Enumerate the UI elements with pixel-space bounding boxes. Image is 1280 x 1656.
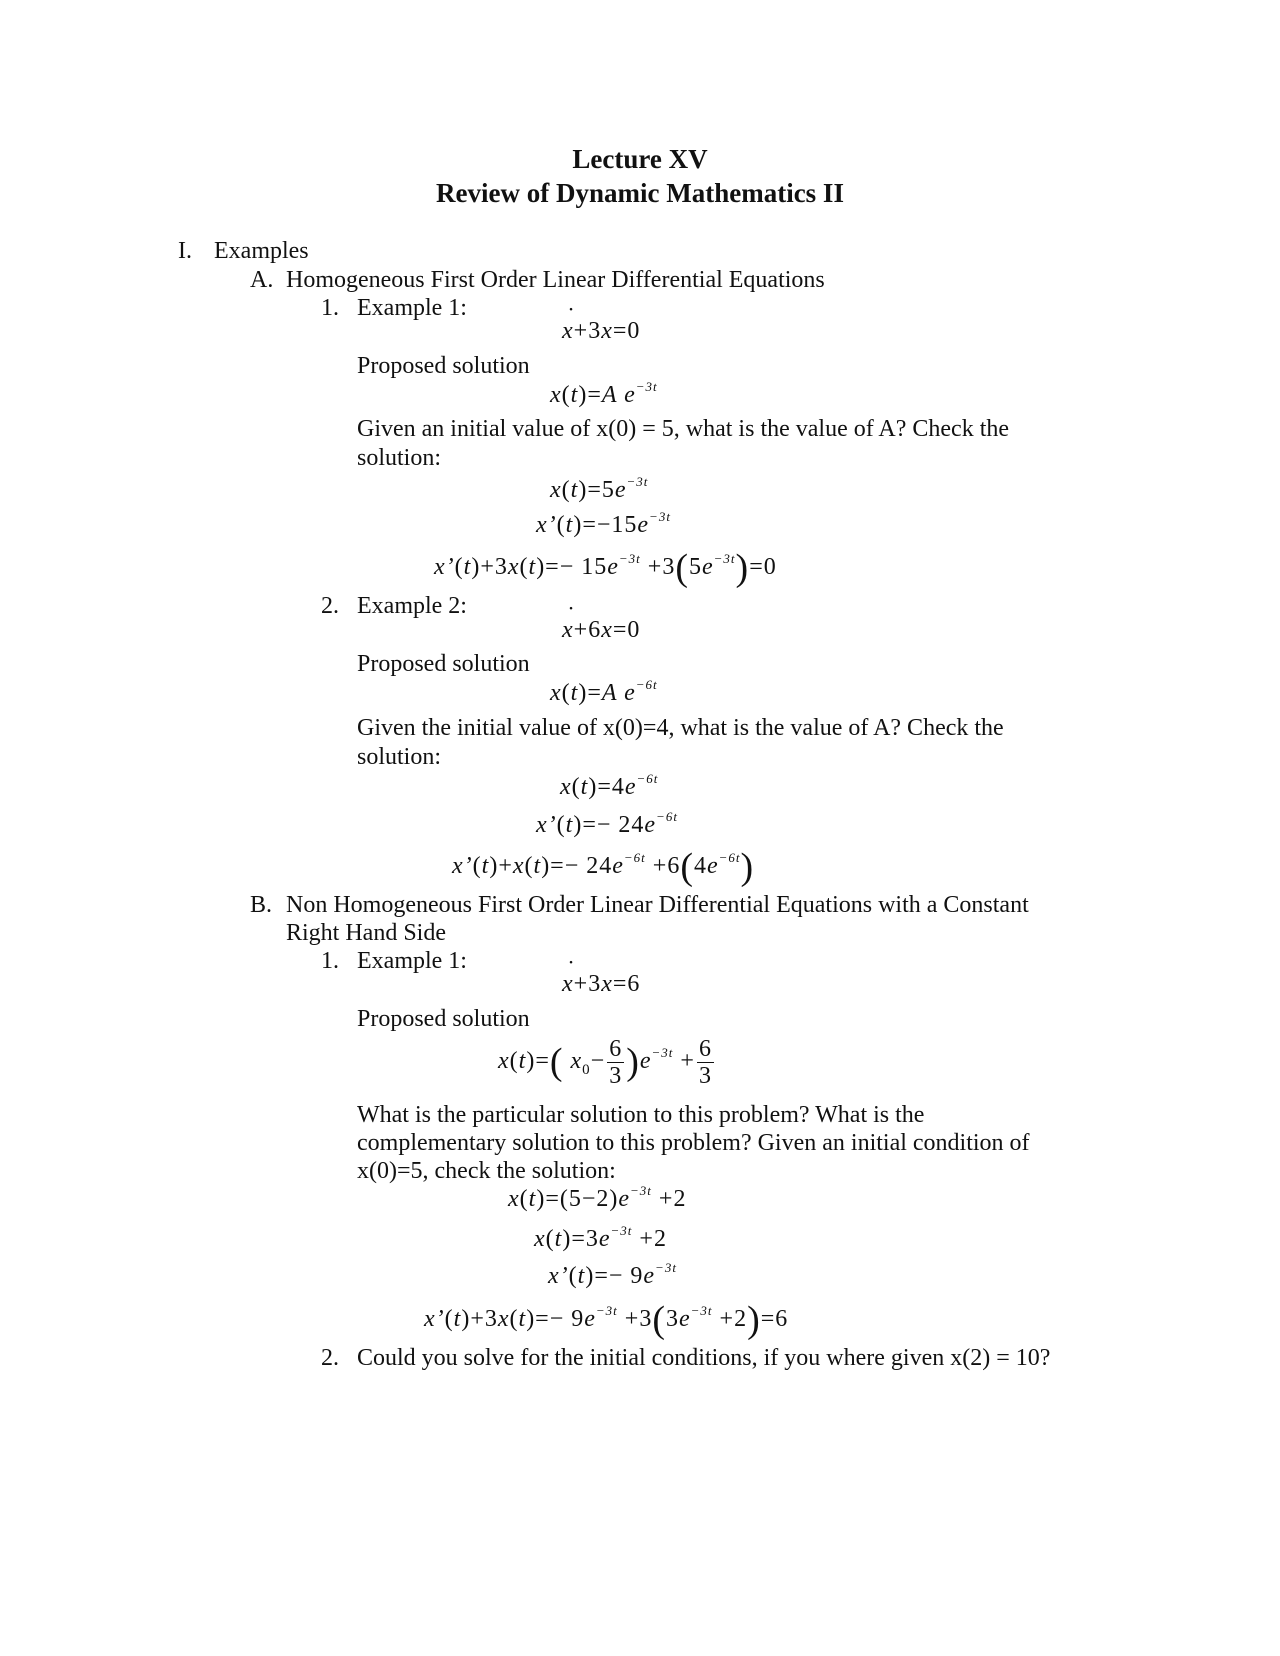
equation-a1-ode: ˙ x+3x=0 <box>562 318 640 345</box>
equation-b1-ode: ˙ x+3x=6 <box>562 971 640 998</box>
section-i-label: I. <box>178 238 192 264</box>
b-example1-question-line3: x(0)=5, check the solution: <box>357 1158 616 1184</box>
section-b-title-line2: Right Hand Side <box>286 920 446 946</box>
equation-a1-solution: $x(t)=5e^{-3t}$ <box>550 474 649 503</box>
equation-a2-derivative: x’(t)=− $24e^{-6t}$ <box>536 809 678 838</box>
section-b-label: B. <box>250 892 273 918</box>
b-example2-label: 2. <box>321 1345 339 1371</box>
a-example2-title: Example 2: <box>357 593 467 619</box>
a-example1-question-line2: solution: <box>357 445 442 471</box>
equation-b1-derivative: x’(t)=− $9e^{-3t}$ <box>548 1260 677 1289</box>
equation-a1-check: x’(t)+3x(t)=− $15e^{-3t} +3(5e^{-3t})=0$ <box>434 547 777 589</box>
equation-a1-proposed: x(t)=A $e^{-3t}$ <box>550 379 658 408</box>
b-example1-question-line1: What is the particular solution to this problem? What is the <box>357 1102 925 1128</box>
equation-b1-solution: $x(t)=(5-2)e^{-3t} +2$ <box>508 1183 687 1212</box>
equation-a1-derivative: $x’(t)=-15e^{-3t}$ <box>536 509 671 538</box>
equation-a2-check: x’(t)+x(t)=− $24e^{-6t} +6(4e^{-6t})$ <box>452 846 755 888</box>
equation-b1-simplified: $x(t)=3e^{-3t} +2$ <box>534 1223 667 1252</box>
b-example1-title: Example 1: <box>357 948 467 974</box>
equation-b1-check: x’(t)+3x(t)=− $9e^{-3t} +3(3e^{-3t} +2)=6$ <box>424 1299 789 1341</box>
b-example1-question-line2: complementary solution to this problem? Given an initial condition of <box>357 1130 1030 1156</box>
a-example1-proposed: Proposed solution <box>357 353 530 379</box>
section-a-label: A. <box>250 267 274 293</box>
a-example2-proposed: Proposed solution <box>357 651 530 677</box>
section-b-title-line1: Non Homogeneous First Order Linear Differential Equations with a Constant <box>286 892 1029 918</box>
a-example2-question-line1: Given the initial value of x(0)=4, what is the value of A? Check the <box>357 715 1004 741</box>
section-i-title: Examples <box>214 238 309 264</box>
a-example2-question-line2: solution: <box>357 744 442 770</box>
a-example1-label: 1. <box>321 295 339 321</box>
b-example2-text: Could you solve for the initial conditions, if you where given x(2) = 10? <box>357 1345 1051 1371</box>
equation-b1-proposed: x(t)=( $x_0-$ $\frac{6}{3}$ )$e^{-3t}$ + $\frac{6}{3}$ <box>498 1036 712 1089</box>
equation-a2-solution: $x(t)=4e^{-6t}$ <box>560 771 659 800</box>
equation-a2-proposed: x(t)=A $e^{-6t}$ <box>550 677 658 706</box>
a-example1-title: Example 1: <box>357 295 467 321</box>
page-subtitle: Review of Dynamic Mathematics II <box>436 178 844 208</box>
section-a-title: Homogeneous First Order Linear Differential Equations <box>286 267 825 293</box>
a-example1-question-line1: Given an initial value of x(0) = 5, what is the value of A? Check the <box>357 416 1010 442</box>
b-example1-proposed: Proposed solution <box>357 1006 530 1032</box>
a-example2-label: 2. <box>321 593 339 619</box>
equation-a2-ode: ˙ x+6x=0 <box>562 617 640 644</box>
page-title: Lecture XV <box>572 144 708 174</box>
b-example1-label: 1. <box>321 948 339 974</box>
